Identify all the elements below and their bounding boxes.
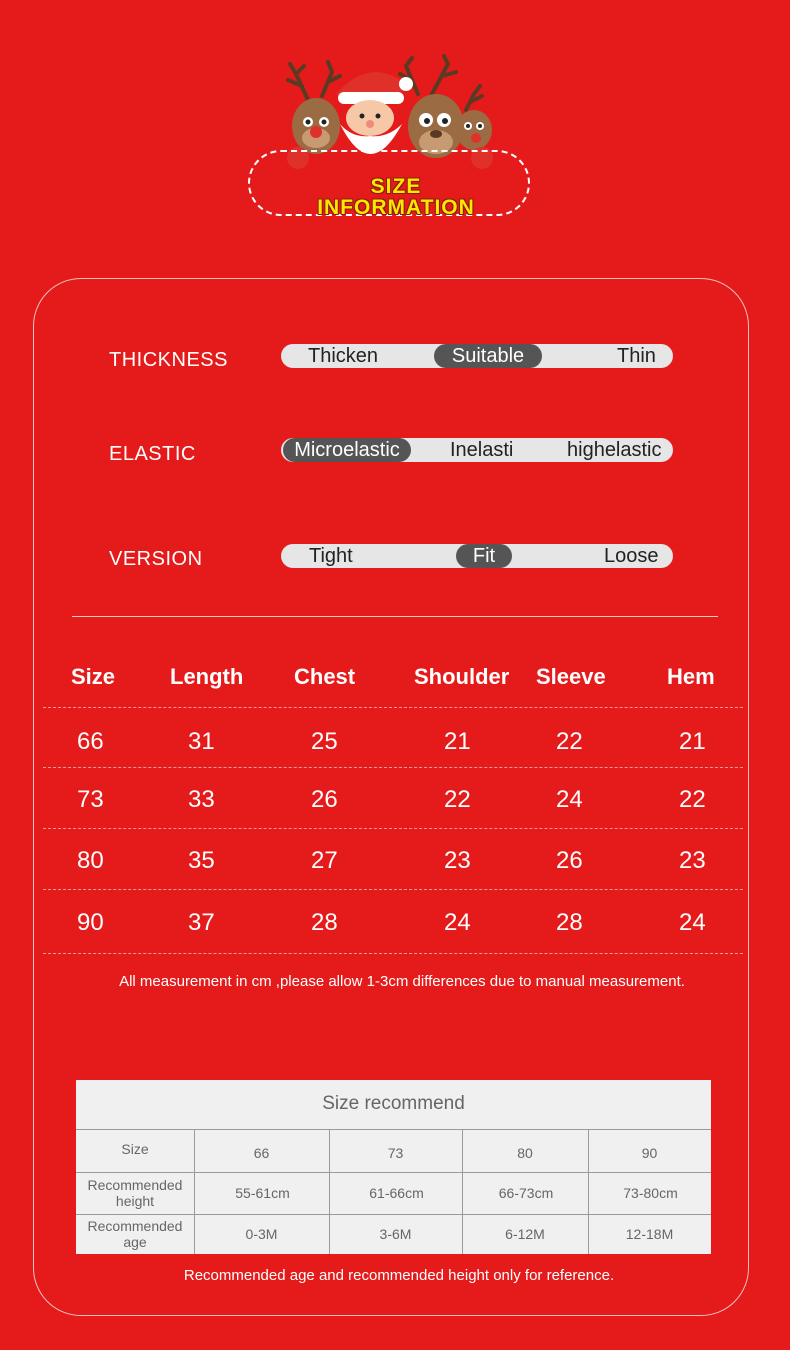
- col-header-shoulder: Shoulder: [414, 664, 510, 689]
- table-cell-sleeve: 28: [556, 909, 583, 936]
- row-separator: [43, 828, 743, 829]
- rec-row-label-size: Size: [121, 1141, 149, 1157]
- table-cell-hem: 21: [679, 728, 706, 755]
- table-cell-length: 35: [188, 847, 215, 874]
- col-header-size: Size: [71, 664, 116, 689]
- col-header-sleeve: Sleeve: [536, 664, 606, 689]
- table-cell-chest: 25: [311, 728, 338, 755]
- rec-cell: 0-3M: [245, 1226, 278, 1242]
- size-recommend-title: Size recommend: [76, 1080, 711, 1130]
- thickness-label: THICKNESS: [109, 349, 228, 371]
- table-cell-shoulder: 23: [444, 847, 471, 874]
- elastic-option-highelastic: highelastic: [567, 439, 662, 461]
- table-cell-chest: 26: [311, 786, 338, 813]
- elastic-scale: [281, 438, 673, 462]
- table-cell-sleeve: 26: [556, 847, 583, 874]
- row-separator: [43, 767, 743, 768]
- size-information-title: [248, 176, 544, 218]
- rec-row-label-height: Recommended height: [87, 1177, 183, 1209]
- elastic-option-inelasti: Inelasti: [450, 439, 514, 461]
- elastic-option-microelastic-selected: Microelastic: [283, 438, 411, 462]
- size-recommend-table: [76, 1080, 711, 1254]
- table-cell-shoulder: 21: [444, 728, 471, 755]
- rec-cell: 3-6M: [379, 1226, 412, 1242]
- row-separator: [43, 707, 743, 708]
- thickness-option-suitable-selected: Suitable: [434, 344, 542, 368]
- rec-cell: 66-73cm: [498, 1185, 554, 1201]
- table-cell-length: 31: [188, 728, 215, 755]
- table-cell-size: 80: [77, 847, 104, 874]
- table-cell-size: 90: [77, 909, 104, 936]
- title-line-1: SIZE: [370, 175, 422, 198]
- rec-cell: 6-12M: [505, 1226, 545, 1242]
- rec-row-label-age: Recommended age: [87, 1218, 183, 1250]
- thickness-option-thicken: Thicken: [308, 345, 379, 367]
- rec-cell: 61-66cm: [369, 1185, 424, 1201]
- table-cell-length: 33: [188, 786, 215, 813]
- table-cell-hem: 22: [679, 786, 706, 813]
- thickness-option-thin: Thin: [617, 345, 656, 367]
- table-cell-hem: 24: [679, 909, 706, 936]
- title-line-2: INFORMATION: [317, 196, 475, 219]
- col-header-chest: Chest: [294, 664, 356, 689]
- rec-cell: 12-18M: [625, 1226, 674, 1242]
- table-cell-chest: 28: [311, 909, 338, 936]
- row-separator: [43, 889, 743, 890]
- rec-cell: 73: [387, 1145, 404, 1161]
- thickness-scale: [281, 344, 673, 368]
- table-cell-shoulder: 24: [444, 909, 471, 936]
- table-cell-size: 66: [77, 728, 104, 755]
- recommend-note: Recommended age and recommended height only for reference.: [183, 1267, 615, 1284]
- elastic-label: ELASTIC: [109, 443, 196, 465]
- section-divider: [72, 616, 718, 617]
- col-header-hem: Hem: [667, 664, 715, 689]
- rec-cell: 55-61cm: [235, 1185, 290, 1201]
- table-cell-hem: 23: [679, 847, 706, 874]
- version-option-loose: Loose: [604, 545, 659, 567]
- version-scale: [281, 544, 673, 568]
- table-cell-chest: 27: [311, 847, 338, 874]
- table-cell-shoulder: 22: [444, 786, 471, 813]
- version-option-tight: Tight: [309, 545, 353, 567]
- rec-cell: 80: [517, 1145, 533, 1161]
- table-cell-sleeve: 24: [556, 786, 583, 813]
- rec-cell: 90: [641, 1145, 658, 1161]
- table-cell-size: 73: [77, 786, 104, 813]
- measurement-note: All measurement in cm ,please allow 1-3cm differences due to manual measurement.: [119, 973, 685, 990]
- table-cell-length: 37: [188, 909, 215, 936]
- rec-cell: 73-80cm: [623, 1185, 678, 1201]
- table-cell-sleeve: 22: [556, 728, 583, 755]
- row-separator: [43, 953, 743, 954]
- col-header-length: Length: [170, 664, 244, 689]
- version-option-fit-selected: Fit: [456, 544, 512, 568]
- rec-cell: 66: [253, 1145, 270, 1161]
- version-label: VERSION: [109, 548, 203, 570]
